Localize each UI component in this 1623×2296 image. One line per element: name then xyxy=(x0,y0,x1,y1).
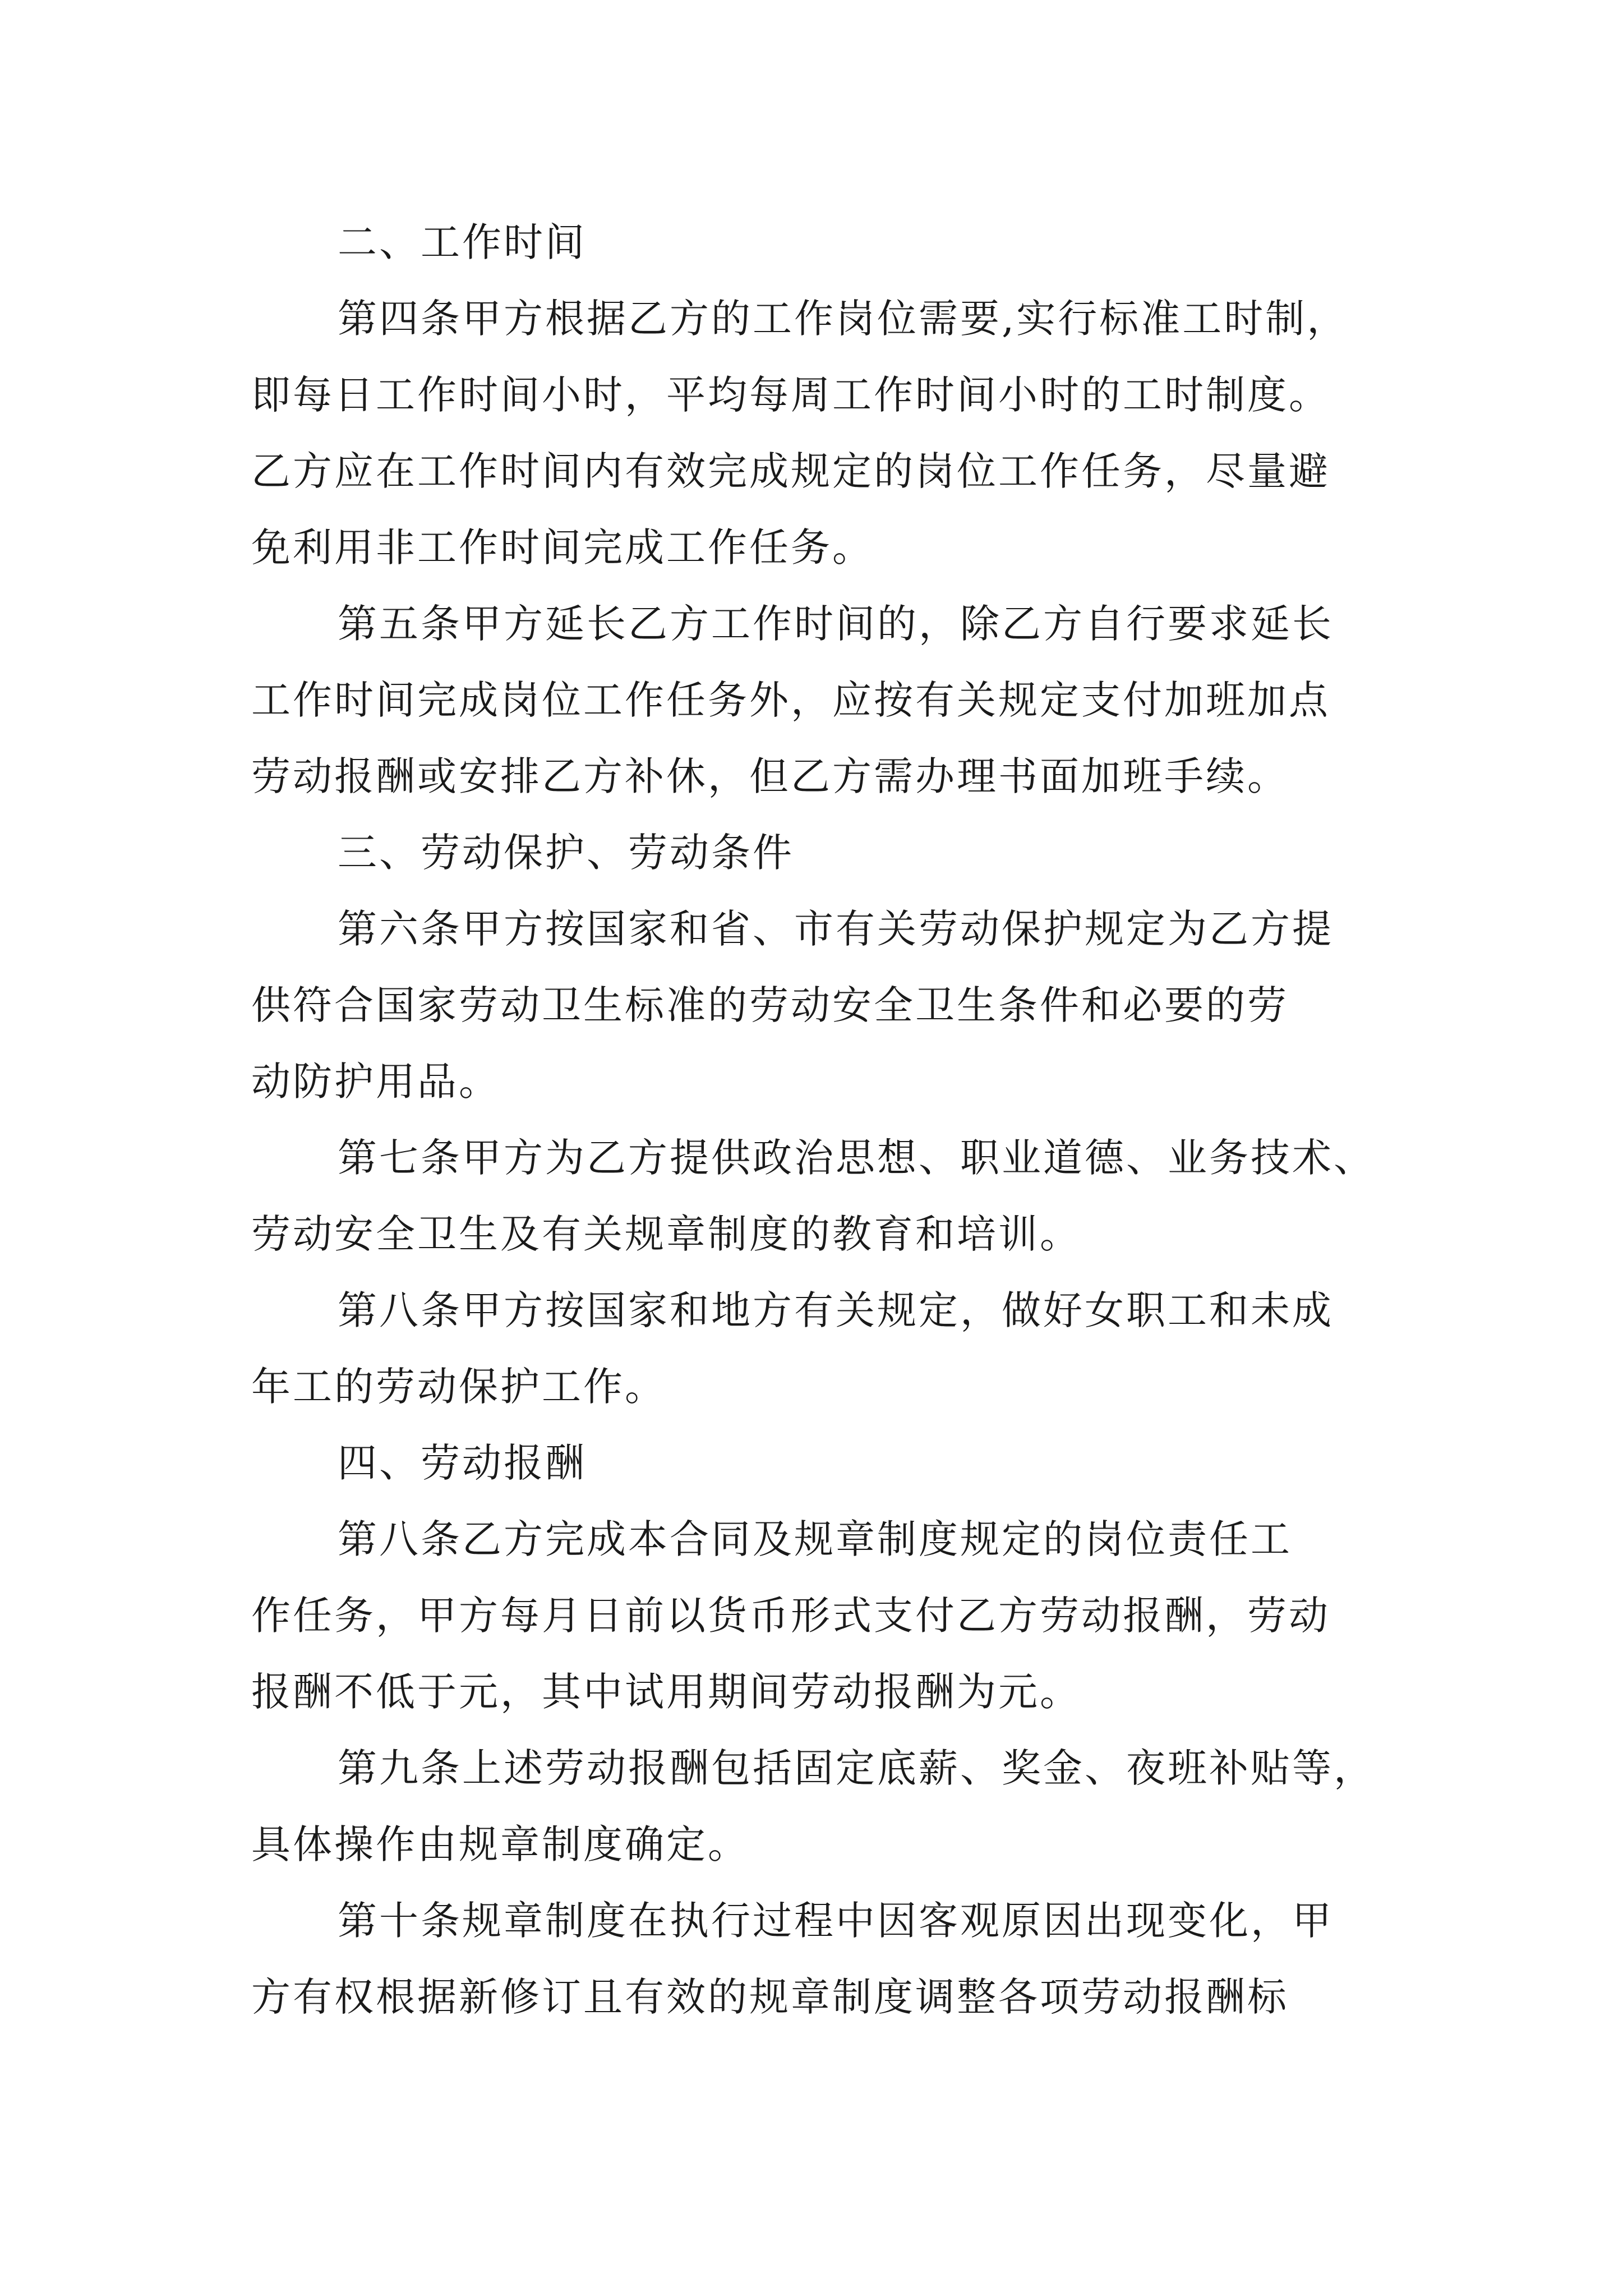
article-4-line-2: 即每日工作时间小时，平均每周工作时间小时的工时制度。 xyxy=(251,372,1330,418)
article-10-line-2: 方有权根据新修订且有效的规章制度调整各项劳动报酬标 xyxy=(251,1974,1289,2020)
article-8b-line-1: 第八条乙方完成本合同及规章制度规定的岗位责任工 xyxy=(338,1516,1292,1562)
article-4-line-3: 乙方应在工作时间内有效完成规定的岗位工作任务，尽量避 xyxy=(251,448,1330,494)
article-9-line-2: 具体操作由规章制度确定。 xyxy=(251,1821,749,1867)
article-10-line-1: 第十条规章制度在执行过程中因客观原因出现变化，甲 xyxy=(338,1898,1334,1944)
article-6-line-2: 供符合国家劳动卫生标准的劳动安全卫生条件和必要的劳 xyxy=(251,982,1289,1028)
article-5-line-1: 第五条甲方延长乙方工作时间的，除乙方自行要求延长 xyxy=(338,601,1334,647)
article-6-line-3: 动防护用品。 xyxy=(251,1059,500,1105)
section-heading-labor-protection: 三、劳动保护、劳动条件 xyxy=(338,830,794,876)
article-8a-line-1: 第八条甲方按国家和地方有关规定，做好女职工和未成 xyxy=(338,1287,1334,1333)
section-heading-remuneration: 四、劳动报酬 xyxy=(338,1440,587,1486)
article-8b-line-3: 报酬不低于元，其中试用期间劳动报酬为元。 xyxy=(251,1669,1081,1715)
article-8a-line-2: 年工的劳动保护工作。 xyxy=(251,1364,666,1410)
article-7-line-1: 第七条甲方为乙方提供政治思想、职业道德、业务技术、 xyxy=(338,1135,1375,1181)
article-4-line-4: 免利用非工作时间完成工作任务。 xyxy=(251,524,874,570)
article-5-line-3: 劳动报酬或安排乙方补休，但乙方需办理书面加班手续。 xyxy=(251,753,1289,799)
section-heading-work-hours: 二、工作时间 xyxy=(338,219,587,265)
article-4-line-1: 第四条甲方根据乙方的工作岗位需要,实行标准工时制， xyxy=(338,296,1349,342)
article-8b-line-2: 作任务，甲方每月日前以货币形式支付乙方劳动报酬，劳动 xyxy=(251,1593,1330,1639)
article-6-line-1: 第六条甲方按国家和省、市有关劳动保护规定为乙方提 xyxy=(338,906,1334,952)
article-5-line-2: 工作时间完成岗位工作任务外，应按有关规定支付加班加点 xyxy=(251,677,1330,723)
article-7-line-2: 劳动安全卫生及有关规章制度的教育和培训。 xyxy=(251,1211,1081,1257)
article-9-line-1: 第九条上述劳动报酬包括固定底薪、奖金、夜班补贴等， xyxy=(338,1745,1375,1791)
